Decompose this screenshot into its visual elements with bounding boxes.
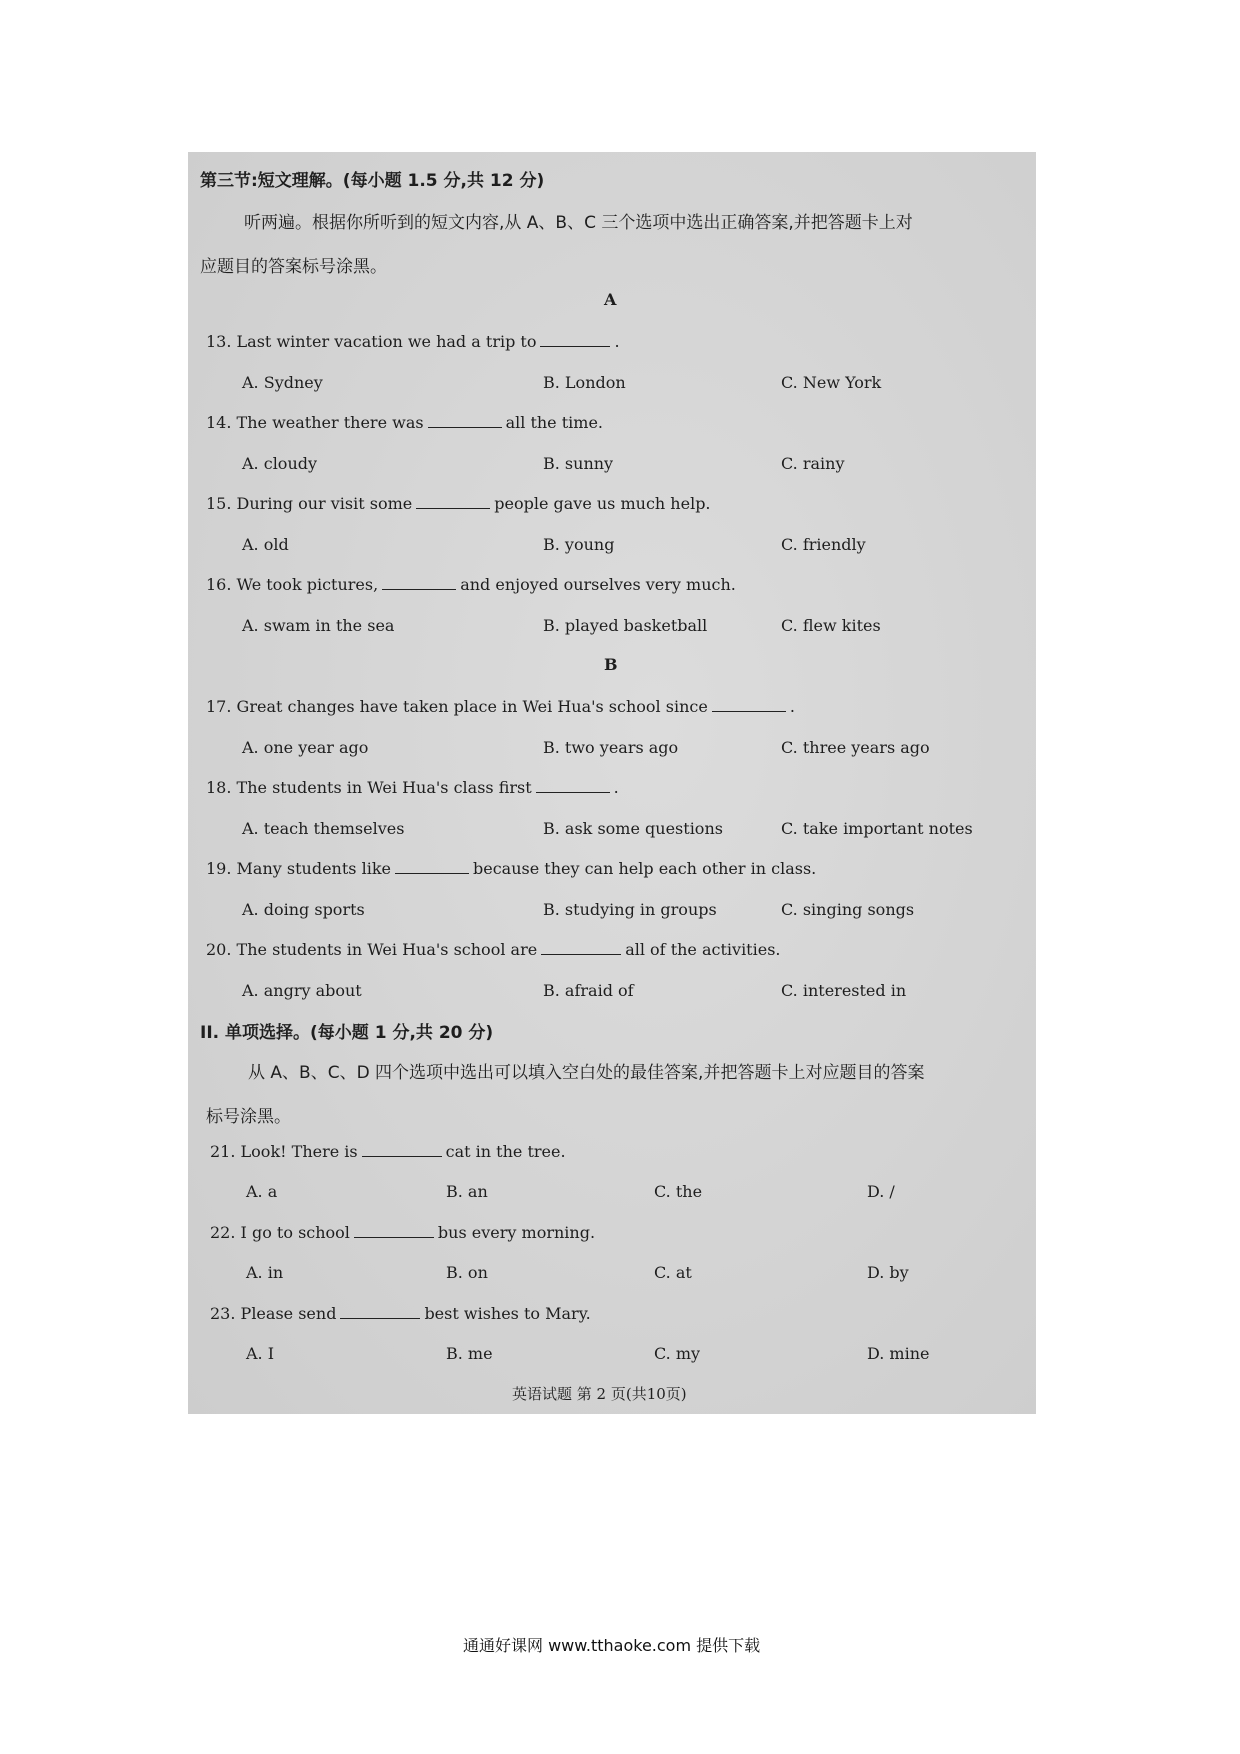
q13-option-a: A. Sydney [242,373,323,392]
q19-option-b: B. studying in groups [543,900,717,919]
question-16: 16. We took pictures, and enjoyed ourselves very much. [206,575,736,594]
section2-title: II. 单项选择。(每小题 1 分,共 20 分) [200,1023,494,1043]
question-21: 21. Look! There is cat in the tree. [210,1142,566,1161]
page-footer: 英语试题 第 2 页(共10页) [512,1385,687,1403]
part-b-label: B [604,655,618,674]
q14-option-a: A. cloudy [242,454,318,473]
q18-option-a: A. teach themselves [242,819,405,838]
section3-instruction-line2: 应题目的答案标号涂黑。 [200,257,387,277]
q16-option-a: A. swam in the sea [242,616,395,635]
q21-option-a: A. a [246,1182,278,1201]
q19-option-a: A. doing sports [242,900,365,919]
part-a-label: A [604,290,617,309]
q23-option-a: A. I [246,1344,275,1363]
q15-option-c: C. friendly [781,535,866,554]
q22-option-b: B. on [446,1263,488,1282]
q21-option-c: C. the [654,1182,703,1201]
question-22: 22. I go to school bus every morning. [210,1223,596,1242]
question-15: 15. During our visit some people gave us much help. [206,494,711,513]
download-credit: 通通好课网 www.tthaoke.com 提供下载 [463,1636,761,1655]
q13-option-b: B. London [543,373,626,392]
question-13: 13. Last winter vacation we had a trip to . [206,332,620,351]
q17-option-c: C. three years ago [781,738,930,757]
question-17: 17. Great changes have taken place in Wei Hua's school since . [206,697,795,716]
q20-option-c: C. interested in [781,981,907,1000]
q23-option-c: C. my [654,1344,701,1363]
q22-option-d: D. by [867,1263,909,1282]
q23-option-d: D. mine [867,1344,930,1363]
question-19: 19. Many students like because they can help each other in class. [206,859,817,878]
q22-option-a: A. in [246,1263,284,1282]
section3-title: 第三节:短文理解。(每小题 1.5 分,共 12 分) [200,171,545,191]
q15-option-a: A. old [242,535,289,554]
q14-option-b: B. sunny [543,454,614,473]
question-14: 14. The weather there was all the time. [206,413,603,432]
q16-option-c: C. flew kites [781,616,881,635]
q21-option-b: B. an [446,1182,488,1201]
section2-instruction-line1: 从 A、B、C、D 四个选项中选出可以填入空白处的最佳答案,并把答题卡上对应题目的答案 [248,1063,925,1083]
q21-option-d: D. / [867,1182,895,1201]
question-18: 18. The students in Wei Hua's class first . [206,778,619,797]
q19-option-c: C. singing songs [781,900,915,919]
question-23: 23. Please send best wishes to Mary. [210,1304,591,1323]
q16-option-b: B. played basketball [543,616,708,635]
q22-option-c: C. at [654,1263,692,1282]
q20-option-a: A. angry about [242,981,362,1000]
q17-option-b: B. two years ago [543,738,679,757]
q15-option-b: B. young [543,535,615,554]
q18-option-c: C. take important notes [781,819,973,838]
section3-instruction-line1: 听两遍。根据你所听到的短文内容,从 A、B、C 三个选项中选出正确答案,并把答题卡上对 [244,213,913,233]
q14-option-c: C. rainy [781,454,845,473]
q13-option-c: C. New York [781,373,882,392]
q17-option-a: A. one year ago [242,738,369,757]
section2-instruction-line2: 标号涂黑。 [206,1107,291,1127]
q18-option-b: B. ask some questions [543,819,723,838]
question-20: 20. The students in Wei Hua's school are all of the activities. [206,940,781,959]
q23-option-b: B. me [446,1344,493,1363]
q20-option-b: B. afraid of [543,981,634,1000]
